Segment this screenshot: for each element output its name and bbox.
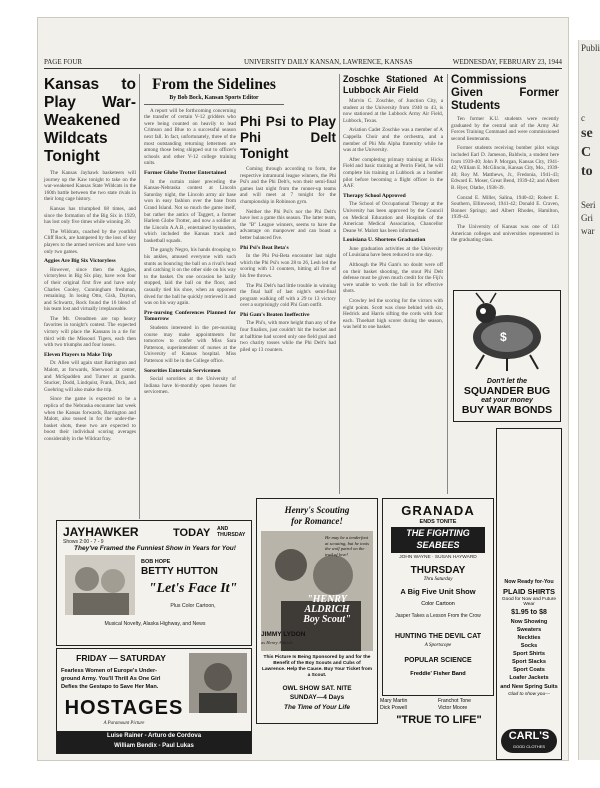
extra-2: Musical Novelty, Alaska Highway, and News bbox=[104, 621, 206, 627]
column-rule bbox=[339, 74, 340, 494]
article-paragraph: Neither the Phi Psi's nor the Phi Delt's have lost a game this season. The latter team, the "B" League winners, seems to have the advantage on manpower and can boast a better balanced five. bbox=[240, 208, 336, 241]
star-2: BETTY HUTTON bbox=[141, 566, 218, 577]
hostages-photo bbox=[189, 653, 247, 713]
article-paragraph: Coming through according to form, the respective intramural league winners, the Phi Psi's and the Phi Delt's, won their semi-final games last night from the runner-up teams and will meet at 7 tonight for the championship in Robinson gym. bbox=[240, 166, 336, 205]
carls-line-2: PLAID SHIRTS bbox=[502, 587, 556, 596]
henry-notice: This Picture Is Being Sponsored by and for the Benefit of the Boy Scouts and Cubs of Lawrence. Help the Cause. Buy Your Ticket from a Scout. bbox=[261, 655, 373, 678]
subhead: Former Globe Trotter Entertained bbox=[144, 169, 227, 176]
svg-text:$: $ bbox=[500, 330, 507, 344]
granada-item-3: HUNTING THE DEVIL CAT bbox=[394, 633, 482, 640]
article-paragraph: The Wildcats, coached by the youthful Cliff Rock, are hampered by the loss of key players to the armed services and have won only two games. bbox=[44, 228, 136, 255]
granada-feature: THE FIGHTING SEABEES bbox=[391, 527, 485, 553]
henry-movie-1: "HENRY bbox=[307, 594, 347, 605]
hostages-line-3: Defies the Gestapo to Save Her Man. bbox=[61, 684, 159, 690]
granada-day-sub: Thru Saturday bbox=[423, 577, 453, 582]
subhead: Aggies Are Big Six Victoryless bbox=[44, 258, 116, 265]
column-commissions bbox=[451, 74, 559, 284]
granada-item-3b: A Sportscope bbox=[424, 643, 452, 648]
headline-phi-psi: Phi Psi to Play Phi Delt Tonight bbox=[240, 114, 336, 161]
headline-kansas-wildcats: Kansas to Play War-Weakened Wildcats Tonight bbox=[44, 76, 136, 165]
hostages-cast-2: William Bendix - Paul Lukas bbox=[114, 743, 194, 749]
granada-item-5: Freddie' Fisher Band bbox=[410, 671, 466, 677]
granada-stars: JOHN WAYNE · SUSAN HAYWARD bbox=[399, 555, 477, 560]
time-of-your-life: The Time of Your Life bbox=[284, 704, 350, 711]
granada-day: THURSDAY bbox=[410, 565, 466, 576]
byline: By Bob Bock, Kansan Sports Editor bbox=[144, 95, 284, 105]
subhead: Louisiana U. Shortens Graduation bbox=[343, 237, 426, 244]
show-times: Shows 2:00 - 7 - 9 bbox=[63, 539, 104, 545]
edge-text: C bbox=[581, 145, 592, 160]
henry-movie-2: ALDRICH bbox=[304, 604, 350, 615]
article-paragraph: Marvin C. Zoschke, of Junction City, a student at the University from 1940 to 43, is now stationed at the Lubbock Army Air Field, Lubbock, Texas. bbox=[343, 98, 443, 124]
hostages-days: FRIDAY — SATURDAY bbox=[76, 653, 166, 663]
article-paragraph: Crowley led the scoring for the victors with eight points. Scott was close behind with six, Hedrick and Harris sifting the cords with four each. Thoebart high scorer during the season, was held to one basket. bbox=[343, 298, 443, 331]
cast-b: Dick Powell bbox=[380, 705, 407, 711]
and-thursday: AND THURSDAY bbox=[217, 526, 246, 538]
carls-brand: CARL'S bbox=[508, 730, 550, 742]
article-paragraph: The Mt. Oreadmen are top heavy favorites in tonight's contest. The expected victory will place the Kansans in a tie for third with the Missouri Tigers, each then with two triumphs and four losses. bbox=[44, 315, 136, 349]
carls-item: Neckties bbox=[517, 635, 541, 641]
column-rule bbox=[139, 74, 140, 519]
article-paragraph: However, since then the Aggies, victoryless in Big Six play, have won four of their original first five and have only Charles Cooley, Cunningham freshman, remaining. In losing Otto, Gish, Dayton, and Schwartz, Rock found the 16 blend of his team lost and virtually irreplaceable. bbox=[44, 266, 136, 313]
cast-a: Mary Martin bbox=[380, 698, 408, 704]
headline-zoschke: Zoschke Stationed At Lubbock Air Field bbox=[343, 74, 443, 95]
squander-bug-illustration bbox=[454, 291, 560, 373]
carls-line-5: and New Spring Suits bbox=[500, 684, 558, 690]
edge-text: Publi bbox=[581, 43, 600, 53]
article-paragraph: A report will be forthcoming concerning the transfer of certain V-12 gridders who were being counted on heavily to lead Crimson and Blue to a successful season next fall. In fact, unfortunately, three of the most outstanding returning lettermen are among those being shipped out to officer's schools and other V-12 college training units. bbox=[144, 107, 236, 167]
scan-margin bbox=[0, 0, 38, 788]
henry-title-1: Henry's Scouting bbox=[284, 505, 350, 515]
hostages-ad bbox=[56, 648, 252, 754]
article-paragraph: Ten former K.U. students were recently graduated by the central unit of the Army Air Forces Training Command and were commissioned second lieutenants. bbox=[451, 116, 559, 142]
column-rule bbox=[447, 74, 448, 494]
edge-text: c bbox=[581, 113, 585, 123]
henry-role: as Henry Aldrich bbox=[261, 640, 293, 645]
war-bonds-ad-top: Don't let the bbox=[486, 378, 528, 385]
henry-quote: He may be a tenderfoot at scouting, but he toots the wolf patrol on the trail of love! bbox=[325, 535, 370, 557]
article-paragraph: The Phi Delt's had little trouble in winning the final half of last night's semi-final program walking off with a 29 to 13 victory over a surprisingly cold Phi Gam outfit. bbox=[240, 282, 336, 309]
subhead: Phi Psi's Beat Beta's bbox=[240, 244, 289, 251]
carls-item: Sweaters bbox=[516, 627, 542, 633]
carls-ad bbox=[496, 428, 562, 760]
hostages-line-1: Fearless Women of Europe's Under- bbox=[61, 668, 158, 674]
article-paragraph: Former students receiving bomber pilot wings included Earl D. Jameson, Baldwin, a student here from 1939-40; John P. Morgan, Kansas City, 1941-42; William E. McGlincin, Kansas City, Mo., 1939-40; Roy M. Matthews, Jr., Fredonia, 1941-43; Edward E. Moser, Great Bend, 1939-42; and Albert B. Hyer, Olathe, 1938-39. bbox=[451, 145, 559, 191]
granada-ad bbox=[382, 498, 494, 696]
carls-item: Sport Slacks bbox=[512, 659, 546, 665]
article-paragraph: June graduation activities at the University of Louisiana have been reduced to one day. bbox=[343, 245, 443, 259]
hostages-studio: A Paramount Picture bbox=[103, 721, 145, 726]
carls-brand-sub: GOOD CLOTHES bbox=[512, 744, 546, 749]
war-bonds-ad bbox=[453, 290, 561, 422]
article-paragraph: In the curtain raiser preceding the Kansas-Nebraska contest at Lincoln Saturday night, the Lincoln army air base won in easy fashion over the base from Grand Island. Not so much the game itself, but rather the antics of Taggert, a former Harlem Globe Trotter, and now a soldier at the Lincoln A.A.B., entertained bystanders, which included the Kansas track and basketball squads. bbox=[144, 178, 236, 244]
granada-item-4: POPULAR SCIENCE bbox=[404, 657, 472, 664]
granada-ends: ENDS TONITE bbox=[419, 519, 457, 525]
jayhawker-ad bbox=[56, 520, 252, 646]
owl-show: OWL SHOW SAT. NITE bbox=[282, 685, 352, 692]
article-paragraph: Kansas has triumphed 68 times, and since the formation of the Big Six in 1929, has lost only five times while winning 28. bbox=[44, 205, 136, 226]
today-label: TODAY bbox=[173, 527, 211, 539]
carls-logo bbox=[501, 729, 557, 753]
extra-1: Plus Color Cartoon, bbox=[170, 603, 216, 609]
subhead: Phi Gam's Beaten Ineffective bbox=[240, 311, 310, 318]
carls-line-6: Glad to show you— bbox=[508, 692, 550, 697]
article-paragraph: Conrad E. Miller, Salina, 1940-42; Robert E. Southern, Ellinwood, 1941-42; Donald E. Craven, Bonner Springs; and Albert Rhodes, Hamilton, 1939-42. bbox=[451, 194, 559, 221]
henry-aldrich-ad bbox=[256, 498, 378, 724]
subhead: Therapy School Approved bbox=[343, 192, 406, 199]
article-paragraph: In the Phi Psi-Beta encounter last night which the Phi Psi's won 28 to 26, Lesh led the scoring with 13 counters, hitting all five of his free throws. bbox=[240, 253, 336, 279]
cast-c: Franchot Tone bbox=[438, 698, 472, 704]
column-zoschke bbox=[343, 74, 443, 494]
carls-item: Socks bbox=[520, 643, 538, 649]
article-paragraph: After completing primary training at Hicks Field and basic training at Perrin Field, he will complete his training at Lubbock as a bomber pilot before becoming a flight officer in the AAF. bbox=[343, 156, 443, 190]
true-to-life-block bbox=[380, 698, 500, 738]
edge-text: war bbox=[581, 226, 595, 236]
carls-line-1: Now Ready for-You bbox=[504, 579, 554, 585]
true-to-life-title: "TRUE TO LIFE" bbox=[396, 714, 482, 726]
hostages-cast-1: Luise Rainer - Arturo de Cordova bbox=[106, 733, 202, 739]
paper-name: UNIVERSITY DAILY KANSAN, LAWRENCE, KANSAS bbox=[244, 58, 413, 66]
edge-text: Seri bbox=[581, 200, 596, 210]
sunday-days: SUNDAY—4 Days bbox=[289, 694, 345, 701]
column-phi-psi bbox=[240, 114, 336, 514]
headline-commissions: Commissions Given Former Students bbox=[451, 74, 559, 112]
page-number: PAGE FOUR bbox=[44, 58, 83, 66]
article-paragraph: Dr. Allen will again start Barrington and Malott, at forwards, Sherwood at center, and McSpadden and Turner at guards. Stucker, Dodd, Lindquist, Frank, Dick, and Goehring will also make the trip. bbox=[44, 360, 136, 393]
hostages-title: HOSTAGES bbox=[64, 697, 184, 719]
edge-text: Gri bbox=[581, 213, 593, 223]
carls-item: Sport Shirts bbox=[512, 651, 545, 657]
henry-title-2: for Romance! bbox=[291, 516, 343, 526]
movie-title: "Let's Face It" bbox=[148, 581, 238, 596]
newspaper-page bbox=[38, 18, 568, 760]
page-header bbox=[44, 58, 562, 69]
subhead: Eleven Players to Make Trip bbox=[44, 351, 113, 358]
war-bonds-ad-main: SQUANDER BUG bbox=[463, 385, 551, 397]
article-paragraph: The School of Occupational Therapy at the University has been approved by the Council on Medical Education and Hospitals of the American Medical Association, Chancellor Deane W. Malott has been informed. bbox=[343, 201, 443, 234]
carls-line-3: Good for Now and Future Wear bbox=[501, 597, 557, 607]
column-kansas-wildcats bbox=[44, 76, 136, 496]
subhead: Pre-nursing Conferences Planned for Tomorrow bbox=[144, 309, 236, 323]
war-bonds-ad-mid: eat your money bbox=[481, 397, 533, 404]
article-paragraph: Although the Phi Gam's no doubt were off on their basket shooting, the stout Phi Delt defense must be given much credit for the Fiji's were unable to work the ball in for effective shots. bbox=[343, 262, 443, 295]
granada-name: GRANADA bbox=[401, 503, 475, 518]
article-paragraph: The University of Kansas was one of 143 American colleges and universities represented in the graduating class. bbox=[451, 223, 559, 244]
carls-price: $1.95 to $8 bbox=[511, 609, 547, 616]
article-paragraph: The gangly Negro, his hands drooping to his ankles, amused everyone with such stunts as bouncing the ball on a rival's head and catching it on the other side on his way to the basket. On one occasion he lazily stopped, laid the ball on the floor, and casually tied his shoe, when an opponent dived for the ball he quickly retrieved it and was on his way again. bbox=[144, 247, 236, 307]
granada-big: A Big Five Unit Show bbox=[400, 587, 476, 596]
article-paragraph: The Kansas Jayhawk basketeers will journey up the Kaw tonight to take on the war-weakened Kansas State Wildcats in the 160th battle between the two state rivals in their long cage history. bbox=[44, 170, 136, 203]
hope-hutton-photo bbox=[65, 555, 135, 615]
article-paragraph: Students interested in the pre-nursing course may make appointments for tomorrow to confer with Miss Sara Patterson, superintendent of nurses at the University of Kansas hospital. Miss Patterson will be in the College office. bbox=[144, 325, 236, 364]
carls-item: Loafer Jackets bbox=[509, 675, 549, 681]
hostages-line-2: ground Army. You'll Thrill As One Girl bbox=[61, 676, 161, 682]
article-paragraph: Since the game is expected to be a replica of the Nebraska encounter last week when the Kansas forwards, Barrington and Malott, also tossed in for the under-the-basket shots, these two are expected to boost their individual scoring averages considerably in the Wildcat fray. bbox=[44, 396, 136, 442]
carls-line-4: Now Showing bbox=[510, 619, 548, 625]
henry-star: JIMMY LYDON bbox=[261, 631, 306, 638]
tagline: They've Framed the Funniest Show in Years for You! bbox=[74, 545, 236, 552]
edge-text: to bbox=[581, 164, 593, 179]
article-paragraph: Aviation Cadet Zoschke was a member of A Cappella Choir and the orchestra, and a member of Phi Mu Alpha fraternity while he was at the University. bbox=[343, 127, 443, 154]
henry-movie-3: Boy Scout" bbox=[303, 614, 351, 625]
granada-item-2: Jasper Takes a Lesson From the Crow bbox=[395, 613, 481, 619]
headline-sidelines: From the Sidelines bbox=[152, 76, 276, 93]
subhead: Sororities Entertain Servicemen bbox=[144, 367, 221, 374]
star-1: BOB HOPE bbox=[141, 559, 171, 565]
article-paragraph: The Phi's, with more height than any of the four finalists, just couldn't hit the bucket and at halftime had scored only one field goal and two charity tosses while the Phi Delt's had piled up 13 counters. bbox=[240, 320, 336, 353]
war-bonds-ad-cta: BUY WAR BONDS bbox=[461, 404, 553, 416]
article-paragraph: Social sororities at the University of Indiana have bi-monthly open houses for servicemen. bbox=[144, 376, 236, 396]
cast-d: Victor Moore bbox=[438, 705, 468, 711]
carls-item: Sport Coats bbox=[513, 667, 545, 673]
adjacent-page-edge bbox=[578, 40, 600, 760]
granada-item-1: Color Cartoon bbox=[421, 601, 455, 607]
edge-text: se bbox=[581, 126, 593, 141]
theater-name: JAYHAWKER bbox=[63, 525, 139, 539]
issue-date: WEDNESDAY, FEBRUARY 23, 1944 bbox=[452, 58, 562, 66]
